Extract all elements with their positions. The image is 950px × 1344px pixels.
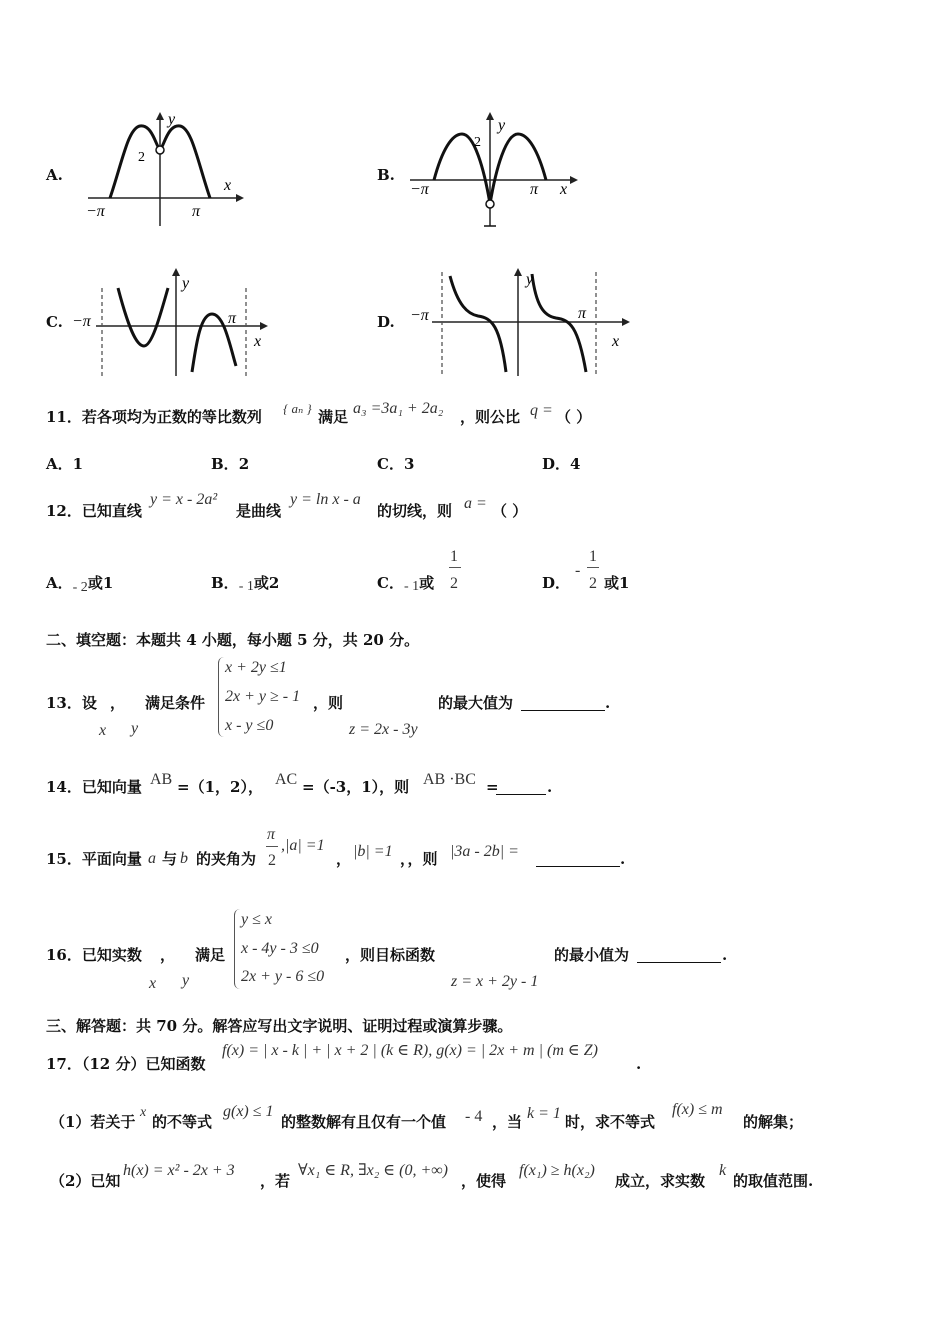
q14-stem-a: 14．已知向量 — [46, 778, 142, 796]
axis-x: x — [560, 181, 568, 198]
option-b-label: B. — [377, 166, 395, 184]
q12-stem-a: 12．已知直线 — [46, 502, 142, 520]
q16-cond-2: x - 4y - 3 ≤0 — [241, 940, 319, 957]
q17-p2-a: （2）已知 — [50, 1172, 121, 1190]
tick-neg-pi: −π — [410, 181, 429, 198]
tick-pi: π — [228, 310, 237, 327]
tick-neg-pi: −π — [86, 203, 105, 220]
q14-prod: AB ·BC — [423, 771, 476, 788]
axis-y: y — [526, 271, 534, 288]
q17-p1-c: 的整数解有且仅有一个值 — [281, 1113, 447, 1131]
q14-end: . — [547, 778, 553, 796]
tick-pi: π — [578, 305, 587, 322]
q15-abs-b: |b| =1 — [353, 843, 393, 860]
q15-stem-b: 的夹角为 — [196, 850, 257, 868]
q17-p1-ineq: g(x) ≤ 1 — [223, 1103, 274, 1120]
q15-expr: |3a - 2b| = — [450, 843, 519, 860]
q12-a: a = — [464, 495, 487, 512]
q12-curve: y = ln x - a — [290, 491, 361, 508]
q12-c-den: 2 — [450, 575, 458, 592]
q17-end: . — [636, 1055, 642, 1073]
q17-p1-e: 时，求不等式 — [565, 1113, 656, 1131]
axis-x: x — [224, 177, 232, 194]
q11-cond: a₃ =3a₁ + 2a₂ — [353, 400, 444, 417]
q12-stem-c: 的切线，则 — [377, 502, 453, 520]
tick-pi: π — [192, 203, 201, 220]
q16-comma: ， — [160, 946, 176, 964]
q17-p1-b: 的不等式 — [152, 1113, 213, 1131]
graph-option-d — [406, 266, 632, 382]
q11-option-c[interactable]: C．3 — [377, 455, 415, 473]
q17-p1-d: ，当 — [492, 1113, 523, 1131]
q17-p1-a: （1）若关于 — [50, 1113, 136, 1131]
axis-x: x — [254, 333, 262, 350]
q13-z: z = 2x - 3y — [349, 721, 418, 738]
q13-stem-b: 满足条件 — [145, 694, 206, 712]
q12-d-tail: 或1 — [604, 574, 630, 592]
q17-p1-k: k = 1 — [527, 1105, 561, 1122]
tick-pi: π — [530, 181, 539, 198]
q12-stem-b: 是曲线 — [236, 502, 282, 520]
q17-p2-ineq: f(x₁) ≥ h(x₂) — [519, 1162, 595, 1179]
tick-neg-pi: −π — [72, 313, 91, 330]
tick-neg-pi: −π — [410, 307, 429, 324]
q11-option-b[interactable]: B．2 — [211, 455, 250, 473]
q16-y: y — [182, 972, 190, 989]
option-c-label: C. — [46, 313, 63, 331]
q12-option-a[interactable]: A．- 2或1 — [46, 574, 114, 595]
graph-option-b — [404, 108, 580, 230]
q16-cond-3: 2x + y - 6 ≤0 — [241, 968, 325, 985]
q14-ac: AC — [275, 771, 298, 788]
q12-d-den: 2 — [589, 575, 597, 592]
label-two: 2 — [138, 150, 145, 165]
q17-p2-q: ∀x₁ ∈ R, ∃x₂ ∈ (0, +∞) — [298, 1162, 448, 1179]
q11-stem-a: 11．若各项均为正数的等比数列 — [46, 408, 262, 426]
q15-sep: ， — [336, 850, 352, 868]
q12-option-d[interactable]: D． — [542, 574, 571, 592]
q13-cond-1: x + 2y ≤1 — [225, 659, 287, 676]
q17-p1-x: x — [140, 1105, 147, 1120]
q11-q: q = — [530, 402, 553, 419]
q15-stem-a: 15．平面向量 — [46, 850, 142, 868]
q17-stem: 17．（12 分）已知函数 — [46, 1055, 206, 1073]
q14-ab: AB — [150, 771, 173, 788]
q15-abs-a: ,|a| =1 — [281, 837, 325, 854]
q17-p2-b: ，若 — [260, 1172, 291, 1190]
q11-stem-d: （ ） — [556, 408, 592, 426]
q11-seq: { aₙ } — [283, 401, 312, 416]
label-two: 2 — [474, 135, 481, 150]
q15-answer-blank[interactable] — [536, 850, 620, 867]
q13-y: y — [131, 720, 139, 737]
q13-stem-a: 13．设 — [46, 694, 97, 712]
q13-cond-2: 2x + y ≥ - 1 — [225, 688, 301, 705]
q15-two: 2 — [268, 852, 276, 869]
q16-cond-1: y ≤ x — [241, 911, 272, 928]
axis-y: y — [182, 275, 190, 292]
q16-x: x — [149, 975, 157, 992]
q17-p2-d: 成立，求实数 — [615, 1172, 706, 1190]
q15-end: . — [620, 850, 626, 868]
q16-z: z = x + 2y - 1 — [451, 973, 539, 990]
q17-p1-val: - 4 — [465, 1108, 483, 1125]
axis-x: x — [612, 333, 620, 350]
q17-p1-f: 的解集； — [743, 1113, 804, 1131]
option-d-label: D. — [377, 313, 395, 331]
q14-eq2: =（-3，1），则 — [302, 778, 410, 796]
q15-mid: 与 — [162, 850, 178, 868]
q11-option-d[interactable]: D．4 — [542, 455, 581, 473]
q17-p2-e: 的取值范围. — [733, 1172, 814, 1190]
q16-stem-b: 满足 — [195, 946, 226, 964]
q12-d-sign: - — [575, 562, 581, 579]
q12-stem-d: （ ） — [492, 502, 528, 520]
q17-p2-h: h(x) = x² - 2x + 3 — [123, 1162, 235, 1179]
q15-a: a — [148, 850, 156, 867]
axis-y: y — [168, 111, 176, 128]
q15-b: b — [180, 850, 188, 867]
graph-option-c — [70, 266, 270, 382]
q16-answer-blank[interactable] — [637, 946, 721, 963]
q17-func: f(x) = | x - k | + | x + 2 | (k ∈ R), g(x) = | 2x + m | (m ∈ Z) — [222, 1042, 598, 1059]
q15-stem-c: ，，则 — [400, 850, 438, 868]
q14-eq3: = — [486, 778, 499, 796]
option-a-label: A. — [46, 166, 63, 184]
q16-stem-c: ，则目标函数 — [345, 946, 436, 964]
q13-cond-3: x - y ≤0 — [225, 717, 274, 734]
q16-stem-d: 的最小值为 — [554, 946, 630, 964]
q13-stem-d: 的最大值为 — [438, 694, 514, 712]
q12-line: y = x - 2a² — [150, 491, 218, 508]
q12-option-c[interactable]: C．- 1或 — [377, 574, 435, 594]
graph-option-a — [78, 108, 248, 230]
section-2-heading: 二、填空题：本题共 4 小题，每小题 5 分，共 20 分。 — [46, 631, 420, 649]
q11-stem-c: ，则公比 — [460, 408, 521, 426]
q12-c-num: 1 — [450, 548, 458, 565]
q12-d-num: 1 — [589, 548, 597, 565]
section-3-heading: 三、解答题：共 70 分。解答应写出文字说明、证明过程或演算步骤。 — [46, 1017, 513, 1035]
q13-end: . — [605, 694, 611, 712]
q15-pi: π — [267, 826, 276, 843]
q13-stem-c: ，则 — [313, 694, 344, 712]
q17-p1-ineq2: f(x) ≤ m — [672, 1101, 723, 1118]
axis-y: y — [498, 117, 506, 134]
q17-p2-k: k — [719, 1162, 727, 1179]
q14-answer-blank[interactable] — [496, 778, 546, 795]
q13-answer-blank[interactable] — [521, 694, 605, 711]
q17-p2-c: ，使得 — [461, 1172, 507, 1190]
q11-option-a[interactable]: A．1 — [46, 455, 84, 473]
q11-stem-b: 满足 — [318, 408, 349, 426]
q13-x: x — [99, 722, 107, 739]
q16-end: . — [722, 946, 728, 964]
q16-stem-a: 16．已知实数 — [46, 946, 142, 964]
q14-eq1: =（1，2）， — [177, 778, 263, 796]
q12-option-b[interactable]: B．- 1或2 — [211, 574, 280, 594]
q13-comma: ， — [110, 694, 126, 712]
